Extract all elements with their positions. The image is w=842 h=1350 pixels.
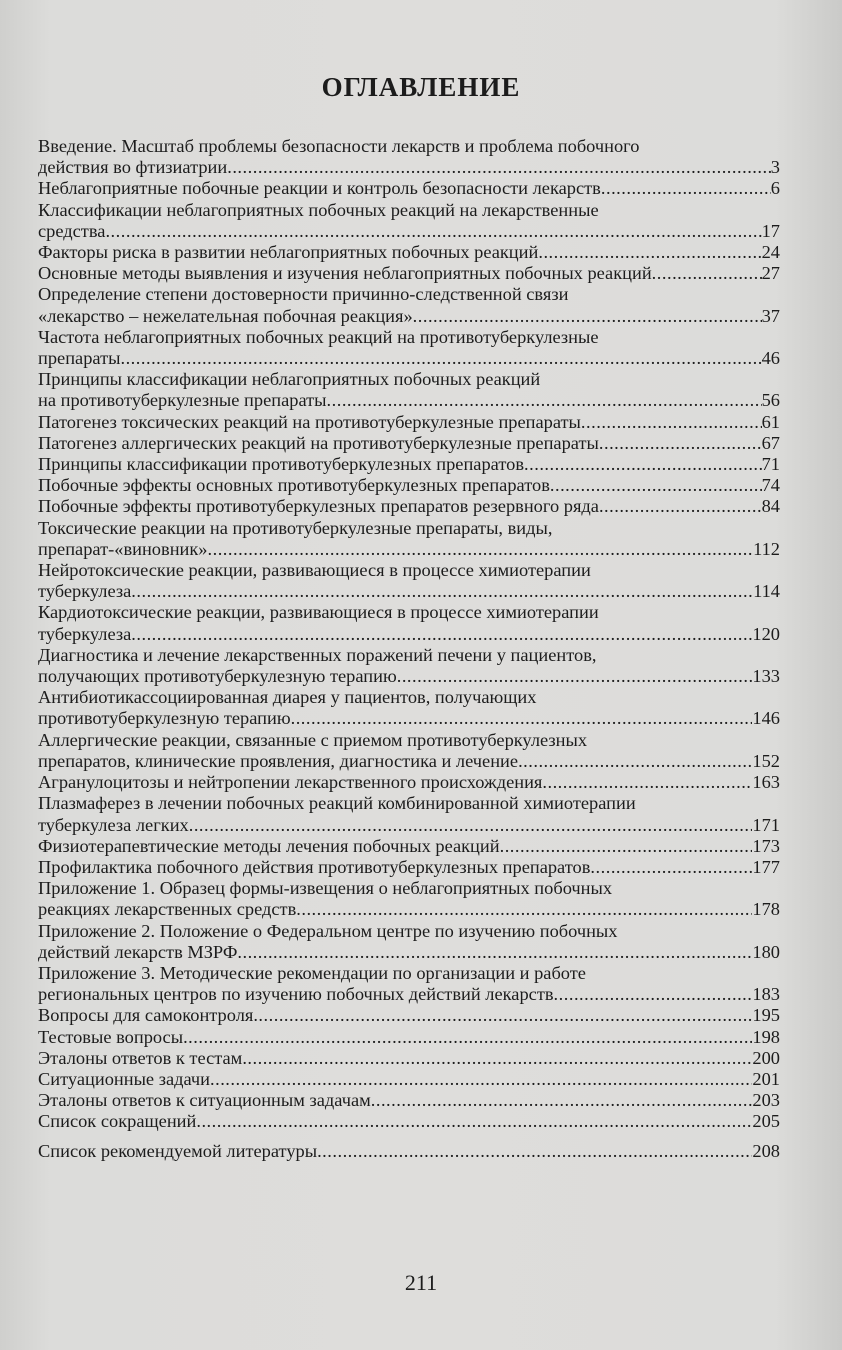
dot-leader bbox=[524, 454, 762, 475]
toc-entry-last-line bbox=[38, 496, 780, 517]
toc-entry-title-line: Физиотерапевтические методы лечения побочных реакций bbox=[38, 835, 500, 856]
toc-entry bbox=[38, 1141, 780, 1162]
toc-entry-page: 24 bbox=[761, 242, 780, 263]
dot-leader bbox=[554, 984, 753, 1005]
toc-entry-title-line: Кардиотоксические реакции, развивающиеся в процессе химиотерапии bbox=[38, 602, 599, 623]
toc-entry-last-line bbox=[38, 666, 780, 687]
toc-entry-title-line: действий лекарств МЗРФ bbox=[38, 941, 238, 962]
toc-entry-last-line bbox=[38, 539, 780, 560]
toc-entry-page: 133 bbox=[752, 666, 780, 687]
toc-entry-title-line: Принципы классификации противотуберкулезных препаратов bbox=[38, 454, 525, 475]
toc-entry-page: 173 bbox=[752, 835, 780, 856]
toc-entry bbox=[38, 475, 780, 496]
dot-leader bbox=[538, 242, 761, 263]
toc-entry-title-line: средства bbox=[38, 220, 106, 241]
dot-leader bbox=[599, 496, 762, 517]
toc-entry-title-line: туберкулеза bbox=[38, 581, 132, 602]
toc-entry-last-line bbox=[38, 815, 780, 836]
dot-leader bbox=[550, 475, 762, 496]
toc-entry-page: 178 bbox=[752, 899, 780, 920]
toc-entry-title-line: Частота неблагоприятных побочных реакций на противотуберкулезные bbox=[38, 326, 599, 347]
toc-entry bbox=[38, 963, 780, 1005]
dot-leader bbox=[397, 666, 753, 687]
toc-entry bbox=[38, 518, 780, 560]
toc-entry-title-line: Диагностика и лечение лекарственных поражений печени у пациентов, bbox=[38, 644, 597, 665]
toc-entry-page: 112 bbox=[753, 538, 780, 559]
toc-entry-page: 201 bbox=[752, 1068, 780, 1089]
toc-entry-page: 163 bbox=[752, 772, 780, 793]
toc-entry-page: 61 bbox=[761, 411, 780, 432]
toc-entry-last-line bbox=[38, 1005, 780, 1026]
toc-entry-last-line bbox=[38, 772, 780, 793]
toc-entry-last-line bbox=[38, 708, 780, 729]
toc-entry bbox=[38, 687, 780, 729]
toc-entry-page: 200 bbox=[752, 1047, 780, 1068]
dot-leader bbox=[131, 581, 753, 602]
dot-leader bbox=[242, 1048, 752, 1069]
toc-entry-title-line: препараты bbox=[38, 348, 121, 369]
toc-entry bbox=[38, 284, 780, 326]
toc-entry-title-line: препаратов, клинические проявления, диагностика и лечение bbox=[38, 750, 519, 771]
toc-entry-last-line bbox=[38, 751, 780, 772]
toc-entry-last-line bbox=[38, 242, 780, 263]
toc-entry-last-line bbox=[38, 412, 780, 433]
toc-entry-page: 205 bbox=[752, 1111, 780, 1132]
toc-entry bbox=[38, 1027, 780, 1048]
toc-entry-last-line bbox=[38, 942, 780, 963]
toc-entry-page: 46 bbox=[761, 348, 780, 369]
toc-entry-last-line bbox=[38, 581, 780, 602]
toc-entry bbox=[38, 560, 780, 602]
toc-entry-last-line bbox=[38, 984, 780, 1005]
dot-leader bbox=[196, 1111, 752, 1132]
toc-entry-page: 71 bbox=[761, 454, 780, 475]
toc-entry bbox=[38, 857, 780, 878]
toc-entry-last-line bbox=[38, 1111, 780, 1132]
toc-entry-last-line bbox=[38, 475, 780, 496]
dot-leader bbox=[542, 772, 752, 793]
toc-entry-last-line bbox=[38, 178, 780, 199]
toc-entry-title-line: Список рекомендуемой литературы bbox=[38, 1140, 318, 1161]
dot-leader bbox=[253, 1005, 752, 1026]
toc-entry-page: 67 bbox=[761, 432, 780, 453]
toc-entry-last-line bbox=[38, 433, 780, 454]
dot-leader bbox=[652, 263, 762, 284]
dot-leader bbox=[371, 1090, 753, 1111]
toc-entry-last-line bbox=[38, 221, 780, 242]
dot-leader bbox=[327, 390, 762, 411]
dot-leader bbox=[120, 348, 761, 369]
toc-entry bbox=[38, 454, 780, 475]
dot-leader bbox=[296, 899, 752, 920]
toc-entry-title-line: Токсические реакции на противотуберкулезные препараты, виды, bbox=[38, 517, 553, 538]
toc-entry-page: 3 bbox=[770, 157, 780, 178]
dot-leader bbox=[189, 815, 753, 836]
dot-leader bbox=[581, 412, 762, 433]
dot-leader bbox=[210, 1069, 752, 1090]
toc-entry bbox=[38, 1048, 780, 1069]
toc-entry-title-line: Определение степени достоверности причинно-следственной связи bbox=[38, 284, 569, 305]
toc-entry bbox=[38, 178, 780, 199]
toc-entry bbox=[38, 878, 780, 920]
toc-entry-title-line: Плазмаферез в лечении побочных реакций комбинированной химиотерапии bbox=[38, 793, 636, 814]
toc-entry-title-line: Патогенез токсических реакций на противотуберкулезные препараты bbox=[38, 411, 581, 432]
dot-leader bbox=[590, 857, 752, 878]
toc-entry-page: 74 bbox=[761, 475, 780, 496]
toc-entry-page: 198 bbox=[752, 1026, 780, 1047]
toc-entry-title-line: реакциях лекарственных средств bbox=[38, 899, 297, 920]
dot-leader bbox=[291, 708, 753, 729]
toc-entry-title-line: Приложение 2. Положение о Федеральном центре по изучению побочных bbox=[38, 920, 618, 941]
toc-entry-last-line bbox=[38, 306, 780, 327]
toc-entry-title-line: туберкулеза bbox=[38, 623, 132, 644]
toc-entry-page: 177 bbox=[752, 856, 780, 877]
toc-entry-page: 6 bbox=[770, 178, 780, 199]
toc-entry-title-line: Побочные эффекты основных противотуберкулезных препаратов bbox=[38, 475, 550, 496]
toc-entry-last-line bbox=[38, 624, 780, 645]
toc-entry-title-line: Антибиотикассоциированная диарея у пациентов, получающих bbox=[38, 687, 537, 708]
toc-entry-last-line bbox=[38, 157, 780, 178]
toc-entry bbox=[38, 772, 780, 793]
toc-entry-last-line bbox=[38, 1048, 780, 1069]
dot-leader bbox=[317, 1141, 752, 1162]
toc-entry-page: 180 bbox=[752, 941, 780, 962]
toc-entry bbox=[38, 433, 780, 454]
toc-entry-page: 56 bbox=[761, 390, 780, 411]
toc-entry bbox=[38, 1005, 780, 1026]
toc-entry-title-line: Неблагоприятные побочные реакции и контроль безопасности лекарств bbox=[38, 178, 601, 199]
toc-entry-title-line: туберкулеза легких bbox=[38, 814, 189, 835]
toc-entry-title-line: Ситуационные задачи bbox=[38, 1068, 210, 1089]
toc-entry bbox=[38, 496, 780, 517]
toc-entry-title-line: действия во фтизиатрии bbox=[38, 157, 228, 178]
toc-entry-page: 208 bbox=[752, 1140, 780, 1161]
toc-entry-page: 120 bbox=[752, 623, 780, 644]
toc-entry-title-line: Побочные эффекты противотуберкулезных препаратов резервного ряда bbox=[38, 496, 599, 517]
toc-entry-title-line: «лекарство – нежелательная побочная реакция» bbox=[38, 305, 413, 326]
toc-entry-title-line: Тестовые вопросы bbox=[38, 1026, 184, 1047]
toc-entry-title-line: противотуберкулезную терапию bbox=[38, 708, 291, 729]
dot-leader bbox=[227, 157, 771, 178]
toc-entry-page: 114 bbox=[753, 581, 780, 602]
toc-entry-page: 27 bbox=[761, 263, 780, 284]
dot-leader bbox=[237, 942, 752, 963]
toc-entry-title-line: Эталоны ответов к ситуационным задачам bbox=[38, 1090, 371, 1111]
toc-entry bbox=[38, 369, 780, 411]
toc-entry-page: 195 bbox=[752, 1005, 780, 1026]
toc-entry-last-line bbox=[38, 454, 780, 475]
toc-entry-last-line bbox=[38, 1069, 780, 1090]
toc-entry-title-line: Основные методы выявления и изучения неблагоприятных побочных реакций bbox=[38, 263, 652, 284]
toc-entry-last-line bbox=[38, 1141, 780, 1162]
toc-entry-title-line: Патогенез аллергических реакций на противотуберкулезные препараты bbox=[38, 432, 599, 453]
dot-leader bbox=[183, 1027, 752, 1048]
toc-entry-last-line bbox=[38, 1027, 780, 1048]
toc-entry bbox=[38, 921, 780, 963]
dot-leader bbox=[500, 836, 753, 857]
toc-entry bbox=[38, 1069, 780, 1090]
toc-entry bbox=[38, 730, 780, 772]
dot-leader bbox=[413, 306, 762, 327]
toc-entry bbox=[38, 1090, 780, 1111]
dot-leader bbox=[105, 221, 761, 242]
toc-entry bbox=[38, 836, 780, 857]
toc-entry-page: 84 bbox=[761, 496, 780, 517]
toc-entry bbox=[38, 412, 780, 433]
toc-entry-last-line bbox=[38, 899, 780, 920]
toc-entry-title-line: на противотуберкулезные препараты bbox=[38, 390, 327, 411]
toc-entry-page: 203 bbox=[752, 1090, 780, 1111]
toc-entry bbox=[38, 327, 780, 369]
toc-entry-title-line: получающих противотуберкулезную терапию bbox=[38, 666, 397, 687]
toc-entry-title-line: Введение. Масштаб проблемы безопасности лекарств и проблема побочного bbox=[38, 136, 640, 156]
toc-entry-title-line: Классификации неблагоприятных побочных реакций на лекарственные bbox=[38, 199, 599, 220]
dot-leader bbox=[208, 539, 754, 560]
toc-entry bbox=[38, 242, 780, 263]
toc-entry-last-line bbox=[38, 263, 780, 284]
dot-leader bbox=[518, 751, 752, 772]
toc-entry bbox=[38, 602, 780, 644]
toc-entry-last-line bbox=[38, 348, 780, 369]
toc-entry-page: 171 bbox=[752, 814, 780, 835]
toc-entry bbox=[38, 1111, 780, 1132]
toc-entry-title-line: Аллергические реакции, связанные с приемом противотуберкулезных bbox=[38, 729, 588, 750]
toc-entry-page: 183 bbox=[752, 984, 780, 1005]
toc-entry-title-line: Эталоны ответов к тестам bbox=[38, 1047, 243, 1068]
toc-entry-title-line: Список сокращений bbox=[38, 1111, 197, 1132]
toc-entry bbox=[38, 645, 780, 687]
toc-entry-page: 146 bbox=[752, 708, 780, 729]
toc-entry-title-line: региональных центров по изучению побочных действий лекарств bbox=[38, 984, 554, 1005]
toc-entry-page: 37 bbox=[761, 305, 780, 326]
toc-entry bbox=[38, 200, 780, 242]
toc-entry bbox=[38, 793, 780, 835]
toc-entry-last-line bbox=[38, 836, 780, 857]
toc-entry-page: 17 bbox=[761, 220, 780, 241]
toc-entry-title-line: Факторы риска в развитии неблагоприятных побочных реакций bbox=[38, 242, 539, 263]
toc-entry-last-line bbox=[38, 390, 780, 411]
toc-entry-title-line: Профилактика побочного действия противотуберкулезных препаратов bbox=[38, 856, 591, 877]
table-of-contents bbox=[38, 136, 780, 1162]
toc-entry-title-line: Приложение 1. Образец формы-извещения о неблагоприятных побочных bbox=[38, 878, 613, 899]
dot-leader bbox=[601, 178, 771, 199]
toc-entry-page: 152 bbox=[752, 750, 780, 771]
toc-entry-title-line: препарат-«виновник» bbox=[38, 538, 208, 559]
toc-entry bbox=[38, 136, 780, 178]
dot-leader bbox=[599, 433, 762, 454]
toc-entry-title-line: Приложение 3. Методические рекомендации по организации и работе bbox=[38, 962, 586, 983]
toc-entry-title-line: Агранулоцитозы и нейтропении лекарственного происхождения bbox=[38, 772, 543, 793]
toc-entry-last-line bbox=[38, 1090, 780, 1111]
toc-entry-title-line: Нейротоксические реакции, развивающиеся в процессе химиотерапии bbox=[38, 560, 591, 581]
toc-entry-title-line: Принципы классификации неблагоприятных побочных реакций bbox=[38, 369, 541, 390]
toc-entry-title-line: Вопросы для самоконтроля bbox=[38, 1005, 254, 1026]
toc-entry-last-line bbox=[38, 857, 780, 878]
page-title: ОГЛАВЛЕНИЕ bbox=[321, 72, 521, 102]
dot-leader bbox=[131, 624, 752, 645]
toc-entry bbox=[38, 263, 780, 284]
page-number: 211 bbox=[404, 1270, 438, 1295]
